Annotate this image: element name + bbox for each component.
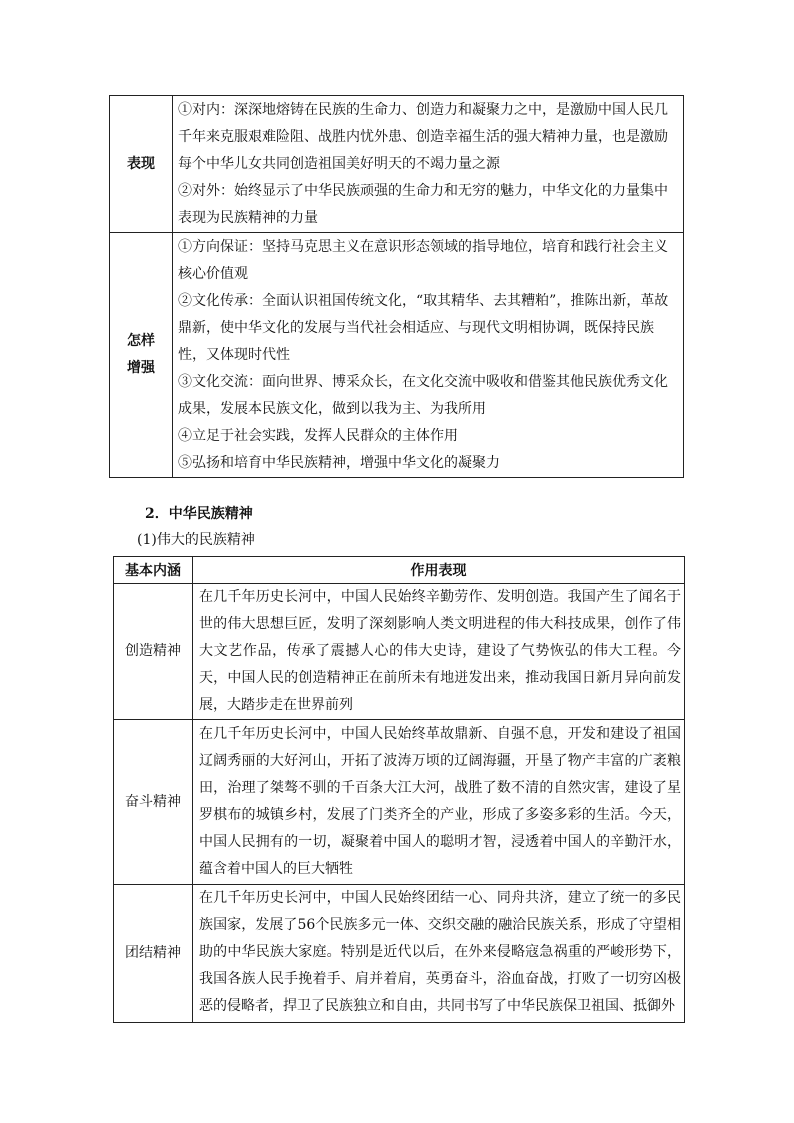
table-row [110,96,684,233]
table-header-row [114,557,685,584]
spirit-description: 在几千年历史长河中，中国人民始终革故鼎新、自强不息，开发和建设了祖国辽阔秀丽的大好河山，开拓了波涛万顷的辽阔海疆，开垦了物产丰富的广袤粮田，治理了桀骜不驯的千百条大江大河，战胜了数不清的自然灾害，建设了星罗棋布的城镇乡村，发展了门类齐全的产业，形成了多姿多彩的生活。今天，中国人民拥有的一切，凝聚着中国人的聪明才智，浸透着中国人的辛勤汗水，蕴含着中国人的巨大牺牲 [193,720,685,885]
table-row [114,720,685,885]
row-content-how-to-strengthen [173,233,684,478]
table-row [114,885,685,1023]
national-spirit-table [113,556,685,1023]
row-content-performance [173,96,684,233]
spirit-name: 创造精神 [114,584,193,720]
row-label-text: 表现 [127,155,155,172]
column-header-effect: 作用表现 [193,557,685,584]
content-line: ②文化传承：全面认识祖国传统文化，“取其精华、去其糟粕”，推陈出新，革故鼎新，使中华文化的发展与当代社会相适应、与现代文明相协调，既保持民族性，又体现时代性 [178,292,669,363]
content-line: ②对外：始终显示了中华民族顽强的生命力和无穷的魅力，中华文化的力量集中表现为民族精神的力量 [178,182,668,226]
spirit-name: 奋斗精神 [114,720,193,885]
strengthen-spirit-table [109,95,684,478]
row-label-text: 增强 [127,360,155,376]
content-line: ⑤弘扬和培育中华民族精神，增强中华文化的凝聚力 [178,454,500,471]
content-line: ①对内：深深地熔铸在民族的生命力、创造力和凝聚力之中，是激励中国人民几千年来克服艰难险阻、战胜内忧外患、创造幸福生活的强大精神力量，也是激励每个中华儿女共同创造祖国美好明天的不竭力量之源 [178,101,668,172]
content-line: ③文化交流：面向世界、博采众长，在文化交流中吸收和借鉴其他民族优秀文化成果，发展本民族文化，做到以我为主、为我所用 [178,373,668,417]
row-label-how-to-strengthen [110,233,173,478]
spirit-name: 团结精神 [114,885,193,1023]
table-row [114,584,685,720]
spirit-description: 在几千年历史长河中，中国人民始终团结一心、同舟共济，建立了统一的多民族国家，发展了56个民族多元一体、交织交融的融洽民族关系，形成了守望相助的中华民族大家庭。特别是近代以后，在外来侵略寇急祸重的严峻形势下，我国各族人民手挽着手、肩并着肩，英勇奋斗，浴血奋战，打败了一切穷凶极恶的侵略者，捍卫了民族独立和自由，共同书写了中华民族保卫祖国、抵御外 [193,885,685,1023]
table-row [110,233,684,478]
section-heading: 2．中华民族精神 [145,506,253,522]
content-line: ④立足于社会实践，发挥人民群众的主体作用 [178,427,458,444]
content-line: ①方向保证：坚持马克思主义在意识形态领域的指导地位，培育和践行社会主义核心价值观 [178,238,668,282]
spirit-description: 在几千年历史长河中，中国人民始终辛勤劳作、发明创造。我国产生了闻名于世的伟大思想巨匠，发明了深刻影响人类文明进程的伟大科技成果，创作了伟大文艺作品，传承了震撼人心的伟大史诗，建设了气势恢弘的伟大工程。今天，中国人民的创造精神正在前所未有地迸发出来，推动我国日新月异向前发展，大踏步走在世界前列 [193,584,685,720]
section-subheading: (1)伟大的民族精神 [137,532,255,548]
column-header-basic-connotation: 基本内涵 [114,557,193,584]
row-label-performance [110,96,173,233]
row-label-text: 怎样 [127,333,155,349]
